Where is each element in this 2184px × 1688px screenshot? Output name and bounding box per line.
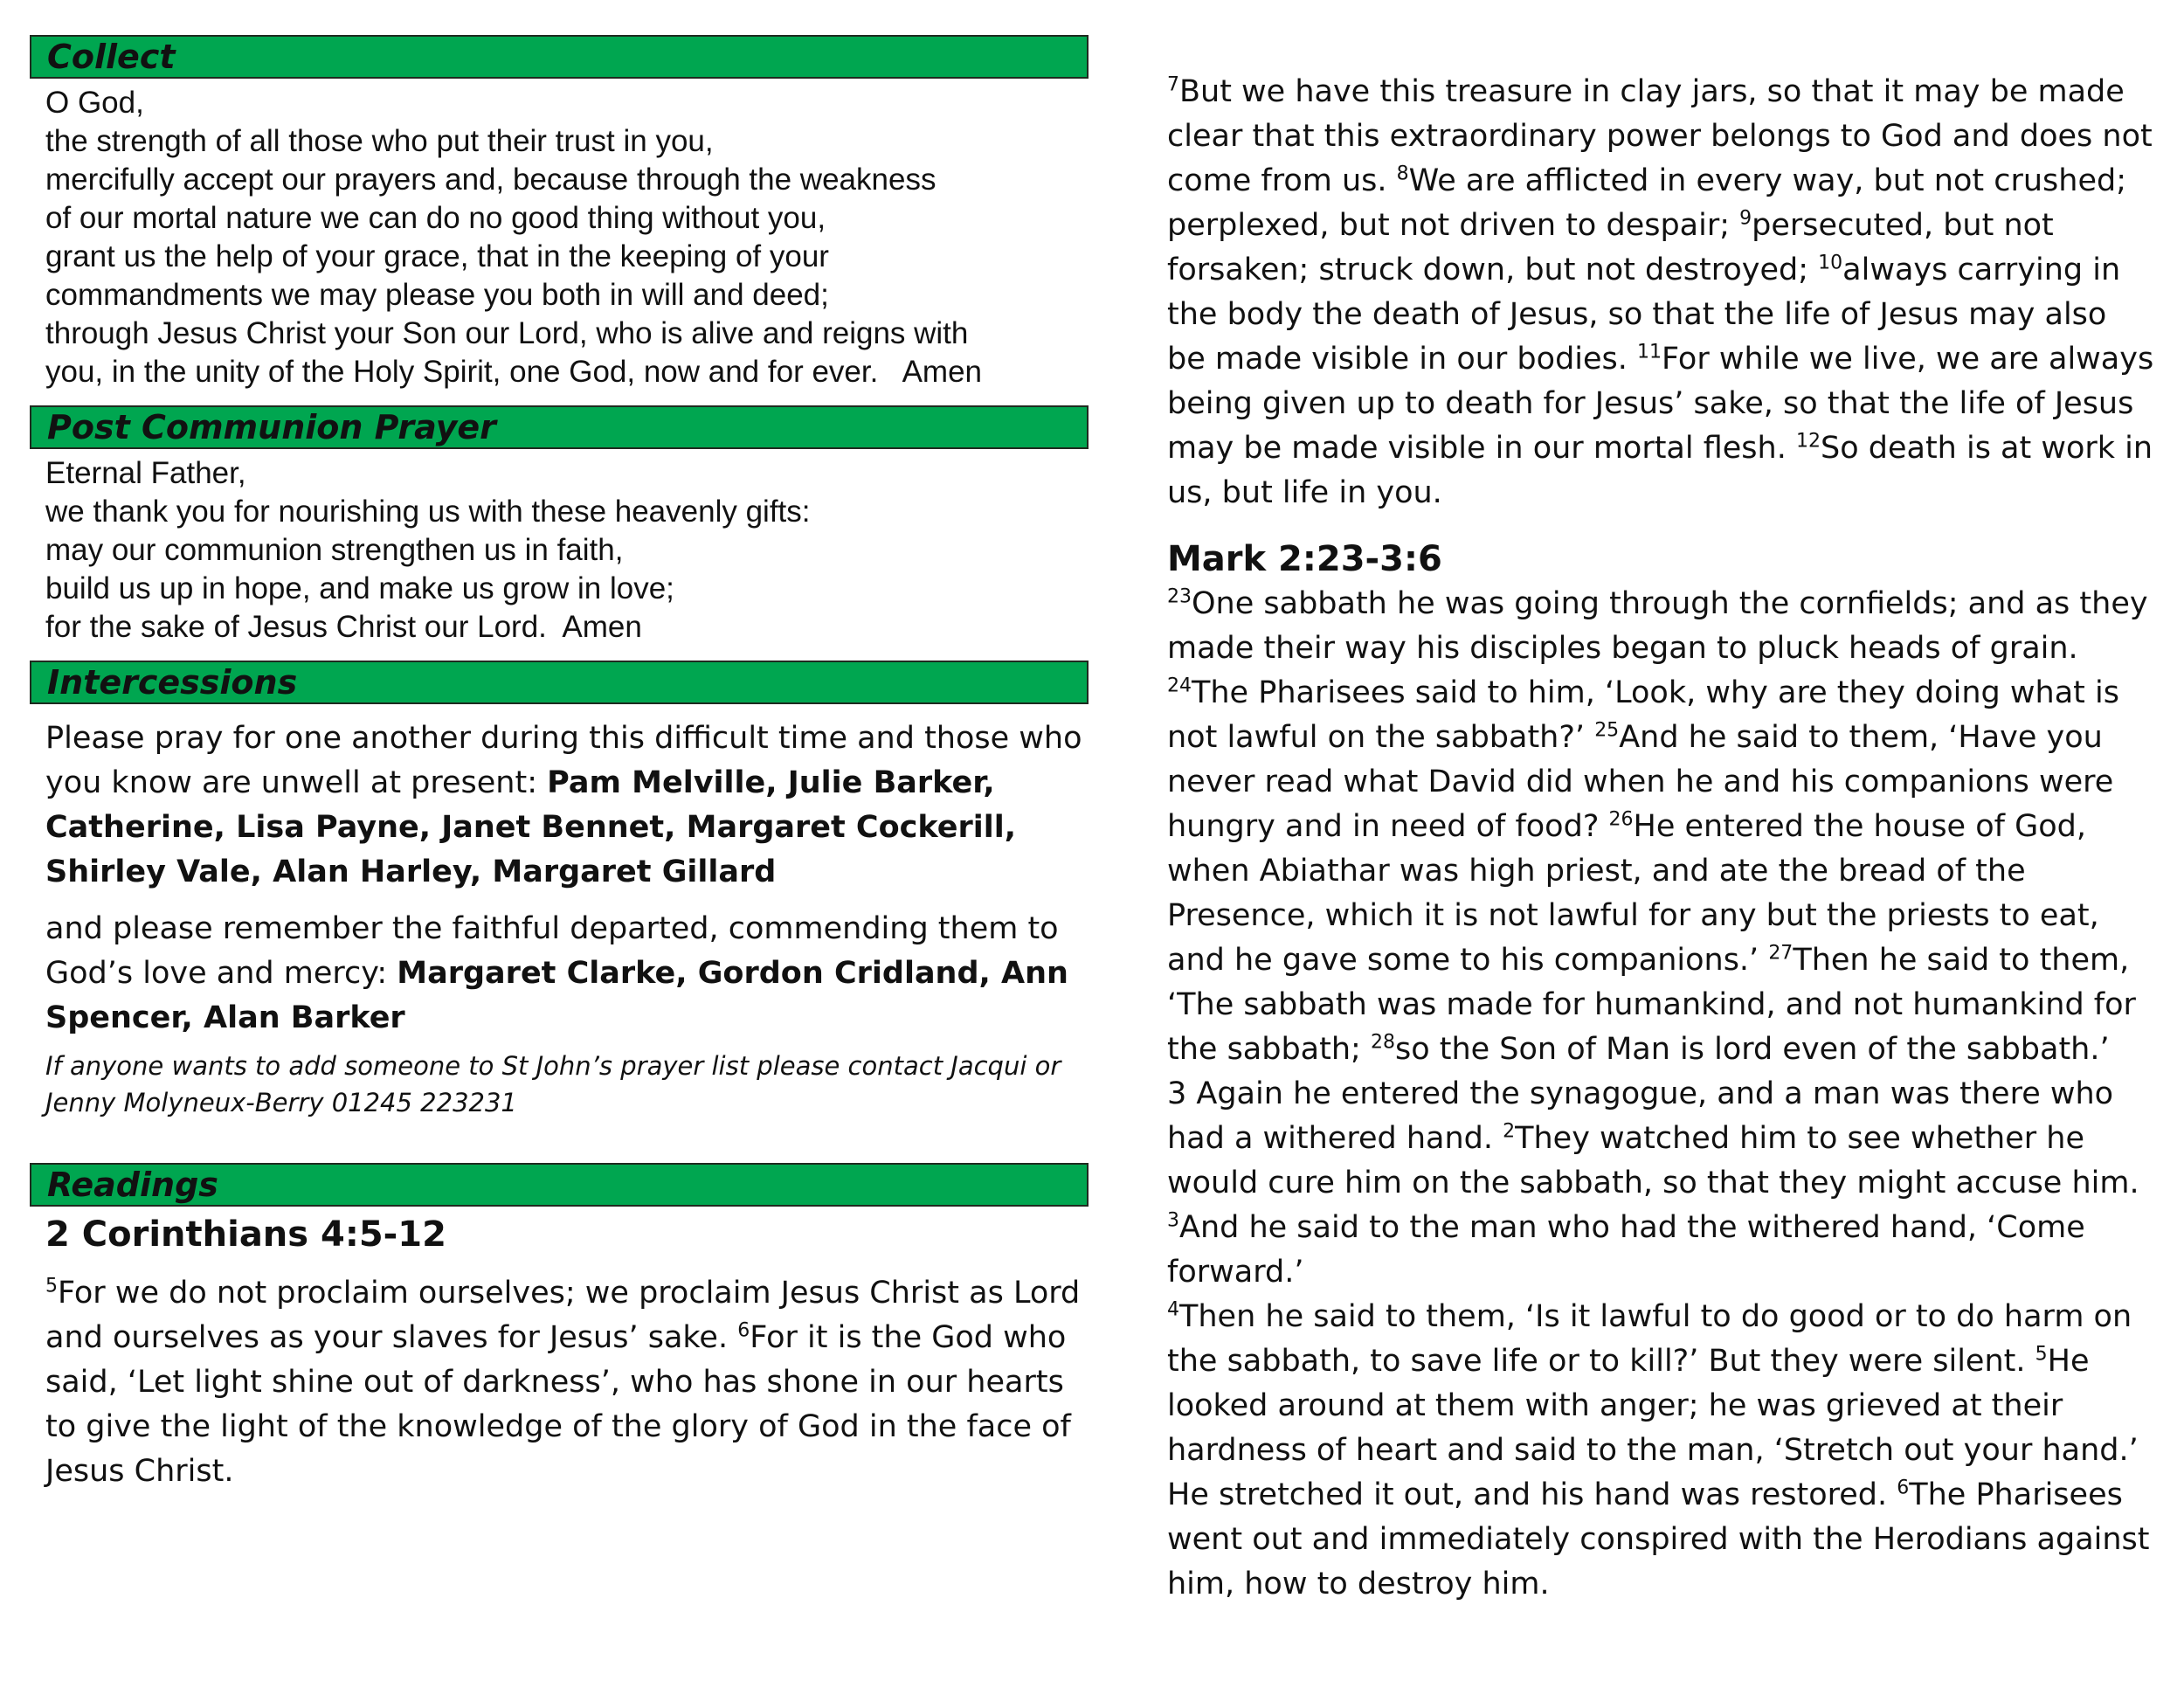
verse-number: 4 (1167, 1298, 1179, 1321)
verse-text: The Pharisees said to him, ‘Look, why are they doing what is not lawful on the sabbath?’ (1167, 675, 2119, 755)
collect-line: through Jesus Christ your Son our Lord, who is alive and reigns with (45, 316, 969, 350)
verse-text: For it is the God who said, ‘Let light shine out of darkness’, who has shone in our hearts to give the light of the knowledge of the glory of God in the face of Jesus Christ. (45, 1320, 1071, 1489)
verse-text: One sabbath he was going through the cornfields; and as they made their way his disciples began to pluck heads of grain. (1167, 586, 2148, 666)
left-column (30, 35, 1089, 1494)
verse-number: 23 (1167, 585, 1192, 608)
gospel-paragraph-1 (1167, 582, 2154, 1072)
intercessions-departed (45, 907, 1089, 1041)
verse-number: 6 (1897, 1477, 1910, 1499)
verse-number: 10 (1818, 252, 1843, 274)
collect-line: of our mortal nature we can do no good thing without you, (45, 201, 826, 235)
verse-number: 27 (1768, 942, 1794, 965)
verse-number: 5 (45, 1275, 58, 1297)
verse-text: The Pharisees went out and immediately conspired with the Herodians against him, how to destroy him. (1167, 1477, 2150, 1602)
verse-text: so the Son of Man is lord even of the sabbath.’ (1394, 1032, 2110, 1067)
collect-line: commandments we may please you both in will and deed; (45, 278, 829, 312)
first-reading-reference: 2 Corinthians 4:5-12 (45, 1214, 446, 1255)
chapter-3-start: 3 Again he entered the synagogue, and a man was there who had a withered hand. (1167, 1076, 2114, 1156)
verse-number: 6 (737, 1319, 750, 1342)
gospel-paragraph-3 (1167, 1295, 2154, 1607)
gospel-reference: Mark 2:23-3:6 (1167, 539, 1442, 579)
intercessions-intro: Please pray for one another during this difficult time and those who you know are unwell at present: (45, 721, 1082, 800)
verse-number: 5 (2035, 1343, 2048, 1366)
collect-line: grant us the help of your grace, that in the keeping of your (45, 239, 829, 273)
post-communion-heading: Post Communion Prayer (30, 405, 1089, 449)
collect-line: mercifully accept our prayers and, because through the weakness (45, 163, 936, 197)
verse-number: 12 (1795, 430, 1821, 453)
collect-line: the strength of all those who put their trust in you, (45, 124, 714, 158)
verse-text: persecuted, but not forsaken; struck down, but not destroyed; (1167, 208, 2054, 287)
intercessions-heading: Intercessions (30, 661, 1089, 704)
verse-number: 2 (1503, 1120, 1516, 1143)
verse-text: He looked around at them with anger; he was grieved at their hardness of heart and said to the man, ‘Stretch out your hand.’ He stretched it out, and his hand was restored. (1167, 1344, 2139, 1512)
first-reading-text-part2 (1167, 70, 2154, 515)
departed-intro: and please remember the faithful departed, commending them to God’s love and mercy: (45, 911, 1059, 991)
verse-text: Then he said to them, ‘Is it lawful to do good or to do harm on the sabbath, to save life or to kill?’ But they were silent. (1167, 1299, 2132, 1379)
verse-number: 7 (1167, 73, 1179, 96)
post-communion-line: may our communion strengthen us in faith, (45, 533, 624, 567)
departed-names: Margaret Clarke, Gordon Cridland, Ann Spencer, Alan Barker (45, 956, 1068, 1035)
readings-heading: Readings (30, 1163, 1089, 1207)
post-communion-text (45, 454, 1089, 647)
collect-line: O God, (45, 86, 144, 120)
verse-number: 8 (1396, 163, 1409, 185)
verse-text: They watched him to see whether he would cure him on the sabbath, so that they might accuse him. (1167, 1121, 2139, 1200)
first-reading-text-part1 (45, 1271, 1089, 1494)
verse-number: 3 (1167, 1209, 1179, 1232)
verse-number: 28 (1370, 1031, 1395, 1054)
post-communion-line: build us up in hope, and make us grow in love; (45, 571, 674, 605)
verse-number: 11 (1637, 341, 1662, 363)
verse-text: And he said to the man who had the withered hand, ‘Come forward.’ (1167, 1210, 2085, 1290)
gospel-paragraph-2 (1167, 1072, 2154, 1295)
right-column (1167, 70, 2154, 1607)
first-reading (45, 1212, 1089, 1494)
verse-text: And he said to them, ‘Have you never read what David did when he and his companions were hungry and in need of food? (1167, 720, 2114, 844)
collect-heading: Collect (30, 35, 1089, 79)
verse-number: 24 (1167, 675, 1192, 697)
verse-text: Then he said to them, ‘The sabbath was made for humankind, and not humankind for the sabbath; (1167, 943, 2136, 1067)
collect-text (45, 84, 1089, 391)
verse-text: So death is at work in us, but life in you. (1167, 431, 2153, 510)
post-communion-line: we thank you for nourishing us with these heavenly gifts: (45, 495, 811, 529)
verse-text: For we do not proclaim ourselves; we proclaim Jesus Christ as Lord and ourselves as your slaves for Jesus’ sake. (45, 1276, 1081, 1355)
collect-line: you, in the unity of the Holy Spirit, one God, now and for ever. Amen (45, 355, 982, 389)
verse-text: For while we live, we are always being given up to death for Jesus’ sake, so that the life of Jesus may be made visible in our mortal flesh. (1167, 342, 2154, 466)
verse-number: 25 (1594, 719, 1620, 742)
post-communion-line: for the sake of Jesus Christ our Lord. Amen (45, 610, 642, 644)
verse-number: 26 (1608, 808, 1634, 831)
post-communion-line: Eternal Father, (45, 456, 246, 490)
unwell-names: Pam Melville, Julie Barker, Catherine, Lisa Payne, Janet Bennet, Margaret Cockerill, Shirley Vale, Alan Harley, Margaret Gillard (45, 765, 1017, 889)
intercessions-unwell (45, 716, 1089, 895)
verse-number: 9 (1739, 207, 1752, 230)
verse-text: always carrying in the body the death of Jesus, so that the life of Jesus may also be made visible in our bodies. (1167, 253, 2121, 377)
verse-text: But we have this treasure in clay jars, so that it may be made clear that this extraordinary power belongs to God and does not come from us. (1167, 74, 2153, 198)
verse-text: We are afflicted in every way, but not crushed; perplexed, but not driven to despair; (1167, 163, 2126, 243)
prayer-list-note: If anyone wants to add someone to St John’s prayer list please contact Jacqui or Jenny Molyneux-Berry 01245 223231 (45, 1051, 1061, 1117)
verse-text: He entered the house of God, when Abiathar was high priest, and ate the bread of the Presence, which it is not lawful for any but the priests to eat, and he gave some to his companions.’ (1167, 809, 2099, 978)
